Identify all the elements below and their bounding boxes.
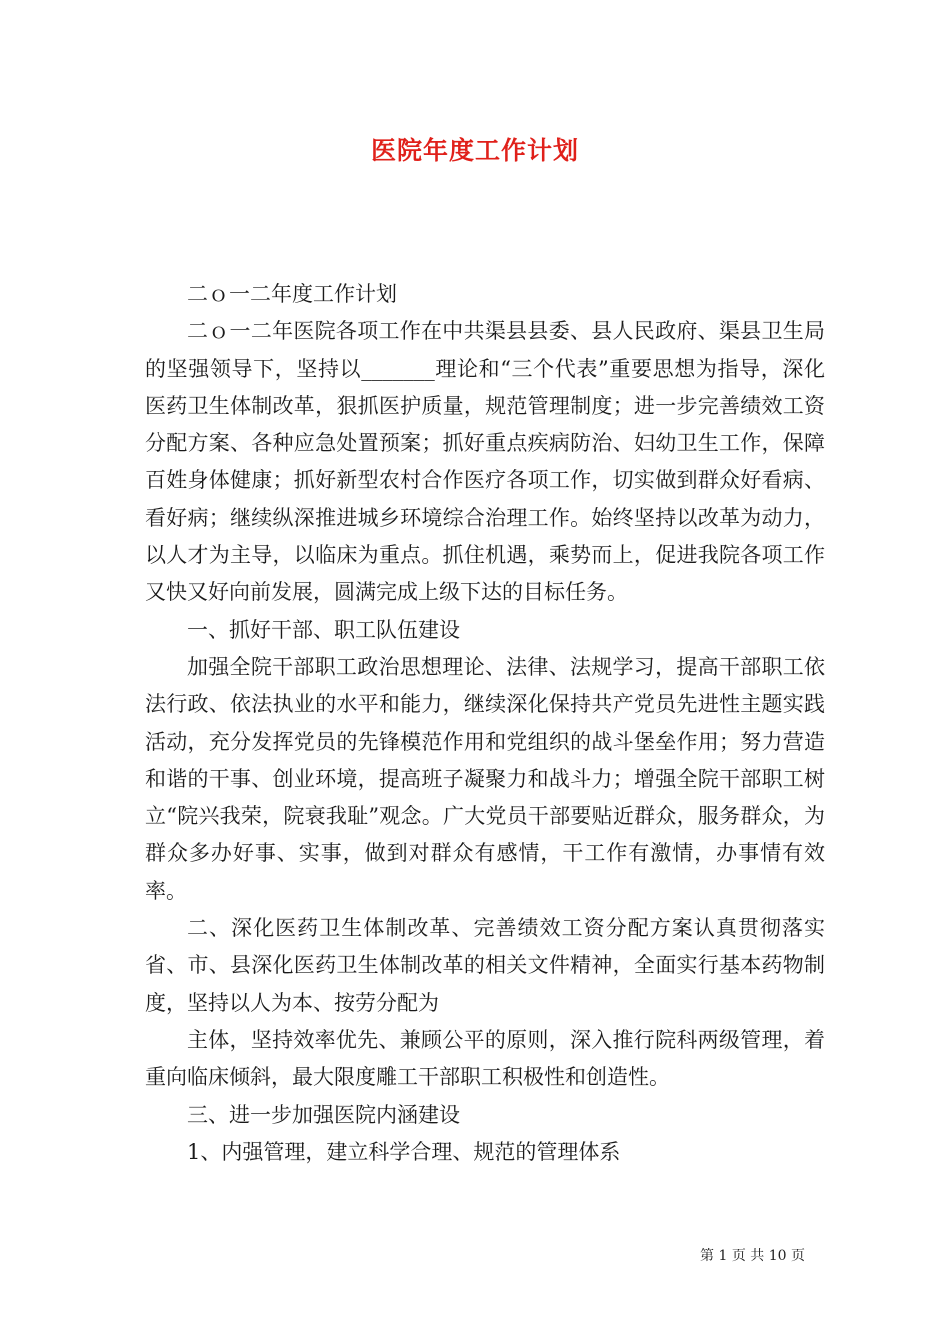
page-number: 第 1 页 共 10 页 — [700, 1248, 805, 1264]
section-heading-2-paragraph: 二、深化医药卫生体制改革、完善绩效工资分配方案认真贯彻落实省、市、县深化医药卫生体制改革的相关文件精神，全面实行基本药物制度，坚持以人为本、按劳分配为 — [145, 916, 825, 1015]
section-heading-3: 三、进一步加强医院内涵建设 — [187, 1102, 460, 1127]
section-heading-1: 一、抓好干部、职工队伍建设 — [187, 617, 460, 642]
plan-heading: 二ｏ一二年度工作计划 — [187, 282, 397, 306]
section-2-continuation: 主体，坚持效率优先、兼顾公平的原则，深入推行院科两级管理，着重向临床倾斜，最大限度雕工干部职工积极性和创造性。 — [145, 1027, 825, 1090]
document-body — [145, 276, 825, 1171]
section-1-paragraph: 加强全院干部职工政治思想理论、法律、法规学习，提高干部职工依法行政、依法执业的水平和能力，继续深化保持共产党员先进性主题实践活动，充分发挥党员的先锋模范作用和党组织的战斗堡垒作用；努力营造和谐的干事、创业环境，提高班子凝聚力和战斗力；增强全院干部职工树立“院兴我荣，院衰我耻”观念。广大党员干部要贴近群众，服务群众，为群众多办好事、实事，做到对群众有感情，干工作有激情，办事情有效率。 — [145, 654, 825, 903]
subsection-heading-1: 1、内强管理，建立科学合理、规范的管理体系 — [187, 1139, 621, 1164]
intro-paragraph: 二ｏ一二年医院各项工作在中共渠县县委、县人民政府、渠县卫生局的坚强领导下，坚持以_______理论和“三个代表”重要思想为指导，深化医药卫生体制改革，狠抓医护质量，规范管理制度；进一步完善绩效工资分配方案、各种应急处置预案；抓好重点疾病防治、妇幼卫生工作，保障百姓身体健康；抓好新型农村合作医疗各项工作，切实做到群众好看病、看好病；继续纵深推进城乡环境综合治理工作。始终坚持以改革为动力，以人才为主导，以临床为重点。抓住机遇，乘势而上，促进我院各项工作又快又好向前发展，圆满完成上级下达的目标任务。 — [145, 319, 825, 605]
document-title: 医院年度工作计划 — [370, 136, 579, 165]
